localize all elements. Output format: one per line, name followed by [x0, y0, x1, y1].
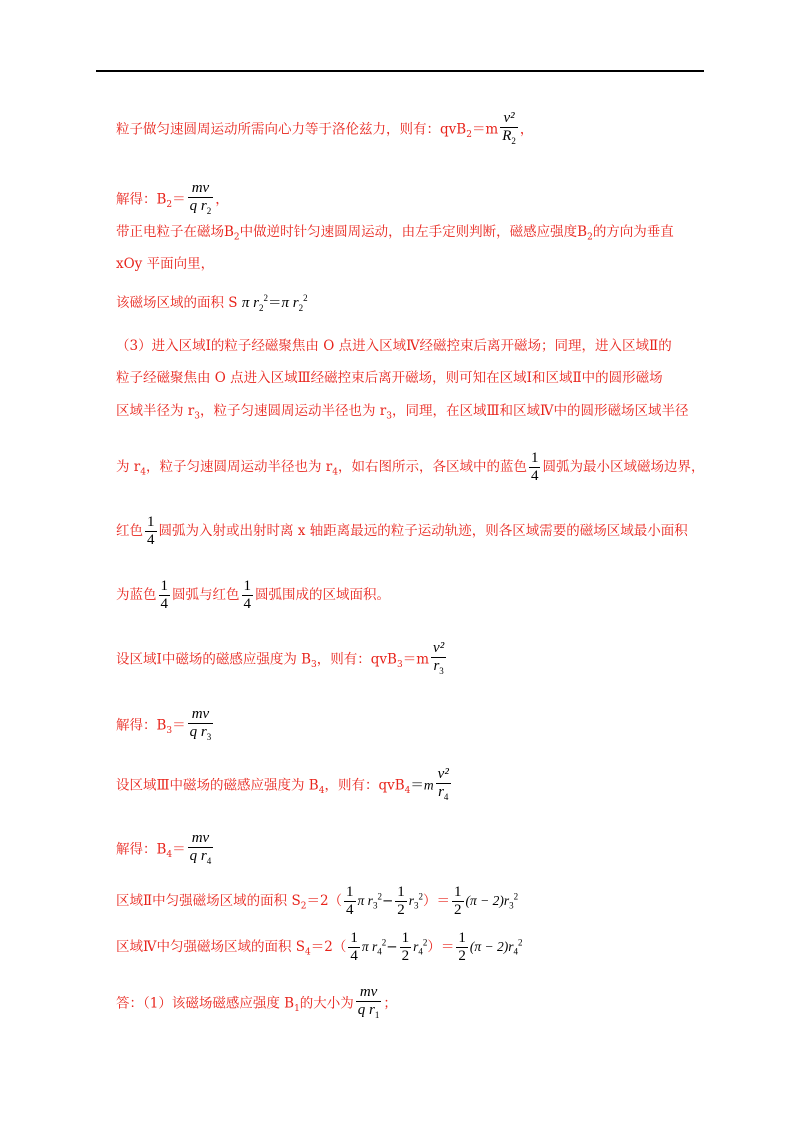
line-area-s: 该磁场区域的面积 S π $r_2^2=\pi$ $r_2^2$: [116, 293, 308, 313]
line-solve-b2: 解得：$B_2=$ $\frac{mv}{q r_2}$ ，: [116, 180, 229, 220]
sub: 2: [233, 232, 240, 243]
pi: π: [241, 295, 250, 311]
denominator: [188, 848, 214, 870]
text: 解得：B: [116, 191, 167, 208]
fraction-one-half: [395, 884, 407, 919]
sub: 4: [140, 467, 146, 478]
numerator: 1: [346, 884, 354, 900]
text: 红色: [116, 523, 143, 539]
numerator: 1: [530, 450, 539, 466]
fraction-one-quarter: [344, 884, 356, 919]
numerator: 1: [243, 578, 251, 594]
text: R: [502, 128, 512, 144]
sub: 2: [206, 206, 212, 216]
numerator: 1: [454, 884, 462, 900]
denominator: 4: [160, 596, 168, 612]
sub: 1: [294, 1004, 300, 1015]
denominator: [356, 1002, 382, 1024]
line-region3-b4: 设区域Ⅲ中磁场的磁感应强度为 $B_4$，则有：qvB$_4$＝m $\frac{\text{v²}}{r_4}$: [116, 766, 453, 806]
text: ，则有：qvB: [316, 651, 397, 668]
text: 区域半径为 r: [116, 403, 195, 419]
line-solve-b3: 解得：$B_3=$ $\frac{mv}{q r_3}$: [116, 706, 215, 746]
text: 解得：B: [116, 717, 167, 734]
text: 圆弧为入射或出射时离 x 轴距离最远的粒子运动轨迹，则各区域需要的磁场区域最小面积: [158, 523, 688, 539]
line-answer-1: [116, 984, 397, 1024]
denominator: [431, 658, 446, 680]
r: r: [292, 295, 299, 311]
fraction-one-quarter: [242, 578, 254, 613]
line-area-s2: 区域Ⅱ中匀强磁场区域的面积 $S_2=2$（ $\frac{1}{4}$ π $r_3^2-$ $\frac{1}{2}$ $r_3^2)=$ $\frac{1}{2}$ $(\pi - 2)r_3^2$: [116, 884, 519, 918]
sub: 4: [443, 792, 449, 802]
text: ；: [383, 995, 397, 1012]
text: ，: [519, 121, 534, 138]
sub: 4: [332, 467, 338, 478]
text: 解得：B: [116, 841, 167, 858]
denominator: 2: [454, 902, 462, 918]
numerator: 1: [160, 578, 168, 594]
text: 设区域Ⅰ中磁场的磁感应强度为 B: [116, 651, 312, 668]
text: ＝m: [471, 121, 499, 138]
text: q r: [357, 1002, 375, 1018]
line-part3-intro: [116, 338, 672, 354]
line-radius-r4: [116, 450, 704, 485]
denominator: 4: [350, 948, 358, 964]
text: 区域Ⅳ中匀强磁场区域的面积 S: [116, 939, 306, 955]
sub: 4: [166, 850, 173, 861]
sub: 2: [300, 901, 307, 912]
sub: 3: [439, 666, 444, 676]
fraction-v2-over-r4: [436, 766, 451, 806]
text: r: [433, 658, 440, 674]
text: r: [438, 784, 444, 800]
numerator: v²: [437, 766, 449, 782]
sub: 3: [206, 732, 212, 742]
fraction-one-half: [456, 930, 468, 965]
text: q r: [189, 198, 207, 214]
text: ，粒子匀速圆周运动半径也为 r: [199, 403, 387, 419]
text: 带正电粒子在磁场B: [116, 224, 234, 240]
fraction-one-quarter: [529, 450, 541, 485]
sub: 4: [305, 947, 311, 958]
fraction-one-quarter: [348, 930, 360, 965]
denominator: 2: [401, 948, 410, 964]
text: q r: [189, 848, 207, 864]
text: 圆弧为最小区域磁场边界，: [542, 459, 705, 475]
text: 圆弧与红色: [172, 587, 240, 603]
fraction-mv-over-qr1: [356, 984, 382, 1024]
r: r: [253, 295, 259, 311]
text: 为 r: [116, 459, 141, 475]
numerator: mv: [188, 706, 214, 724]
denominator: 4: [243, 596, 251, 612]
sub: 2: [511, 136, 516, 146]
sub: 3: [396, 660, 403, 671]
fraction-one-half: [452, 884, 464, 919]
fraction-one-half: [400, 930, 412, 965]
numerator: 1: [397, 884, 405, 900]
denominator: [188, 724, 214, 746]
text: q r: [189, 724, 207, 740]
numerator: mv: [356, 984, 382, 1002]
text: 答：（1）该磁场磁感应强度 B: [116, 995, 295, 1012]
line-solve-b4: 解得：$B_4=$ $\frac{mv}{q r_4}$: [116, 830, 215, 870]
sub: 3: [311, 660, 317, 671]
sub: 4: [318, 786, 325, 797]
line-radius-r3: [116, 403, 688, 425]
numerator: v²: [500, 110, 518, 128]
line-area-s4: 区域Ⅳ中匀强磁场区域的面积 $S_4=2$（ $\frac{1}{4}$ π $r_4^2-$ $\frac{1}{2}$ $r_4^2)=$ $\frac{1}{2}$ $(\pi - 2)r_4^2$: [116, 930, 523, 964]
denominator: 4: [147, 532, 155, 548]
numerator: 1: [458, 930, 466, 946]
numerator: 1: [147, 514, 155, 530]
denominator: [436, 784, 451, 806]
line-plane-direction: [116, 256, 214, 272]
sub: 2: [466, 130, 472, 141]
text: 区域Ⅱ中匀强磁场区域的面积 S: [116, 893, 301, 909]
text: 该磁场区域的面积 S: [116, 295, 238, 311]
denominator: [500, 128, 518, 150]
text: ，如右图所示，各区域中的蓝色: [337, 459, 527, 475]
line-part3-region2: [116, 370, 663, 386]
sub: 4: [206, 856, 212, 866]
denominator: 4: [346, 902, 354, 918]
text: ）＝: [423, 893, 451, 909]
line-left-hand-rule: [116, 224, 674, 246]
fraction-mv-over-qr4: [188, 830, 214, 870]
sub: 4: [404, 786, 411, 797]
pi: π: [281, 295, 289, 311]
text: ）＝: [427, 939, 455, 955]
numerator: mv: [188, 180, 214, 198]
text: ＝2（: [306, 893, 343, 909]
sub: 3: [194, 411, 200, 422]
denominator: 2: [397, 902, 405, 918]
denominator: [188, 198, 214, 220]
numerator: 1: [350, 930, 358, 946]
sub: 3: [386, 411, 392, 422]
text: 设区域Ⅲ中磁场的磁感应强度为 B: [116, 777, 319, 794]
sub: 2: [298, 303, 304, 313]
fraction-one-quarter: [145, 514, 157, 549]
line-area-description: [116, 578, 390, 613]
numerator: mv: [188, 830, 214, 848]
text: 的大小为: [299, 995, 354, 1012]
text: ，粒子匀速圆周运动半径也为 r: [145, 459, 333, 475]
line-centripetal-force: [116, 110, 533, 150]
sub: 1: [374, 1010, 380, 1020]
text: 的方向为垂直: [592, 224, 674, 240]
text: 粒子做匀速圆周运动所需向心力等于洛伦兹力，则有：qvB: [116, 121, 467, 138]
text: ＝2（: [310, 939, 347, 955]
sub: 3: [166, 726, 173, 737]
fraction-v2-over-r3: [431, 640, 446, 680]
numerator: v²: [433, 640, 445, 656]
sub: 2: [166, 200, 173, 211]
fraction-mv-over-qr3: [188, 706, 214, 746]
denominator: 4: [530, 468, 539, 484]
sub: 2: [258, 303, 264, 313]
text: xOy 平面向里，: [116, 256, 215, 272]
text: ，则有：qvB: [324, 777, 405, 794]
text: 粒子经磁聚焦由 O 点进入区域Ⅲ经磁控束后离开磁场，则可知在区域Ⅰ和区域Ⅱ中的圆形磁场: [116, 370, 663, 386]
header-rule: [96, 70, 704, 72]
text: 为蓝色: [116, 587, 157, 603]
numerator: 1: [401, 930, 410, 946]
line-region1-b3: [116, 640, 448, 680]
fraction-v2-over-R2: [500, 110, 518, 150]
text: 圆弧围成的区域面积。: [255, 587, 390, 603]
fraction-one-quarter: [159, 578, 171, 613]
denominator: 2: [458, 948, 466, 964]
text: （3）进入区域Ⅰ的粒子经磁聚焦由 O 点进入区域Ⅳ经磁控束后离开磁场；同理，进入区域Ⅱ的: [116, 338, 672, 354]
text: ＝m: [402, 651, 430, 668]
text: 中做逆时针匀速圆周运动，由左手定则判断，磁感应强度B: [239, 224, 588, 240]
fraction-mv-over-qr2: [188, 180, 214, 220]
text: ，同理，在区域Ⅲ和区域Ⅳ中的圆形磁场区域半径: [391, 403, 689, 419]
sub: 2: [587, 232, 593, 243]
line-red-arc: [116, 514, 688, 549]
text: ，: [215, 191, 229, 208]
